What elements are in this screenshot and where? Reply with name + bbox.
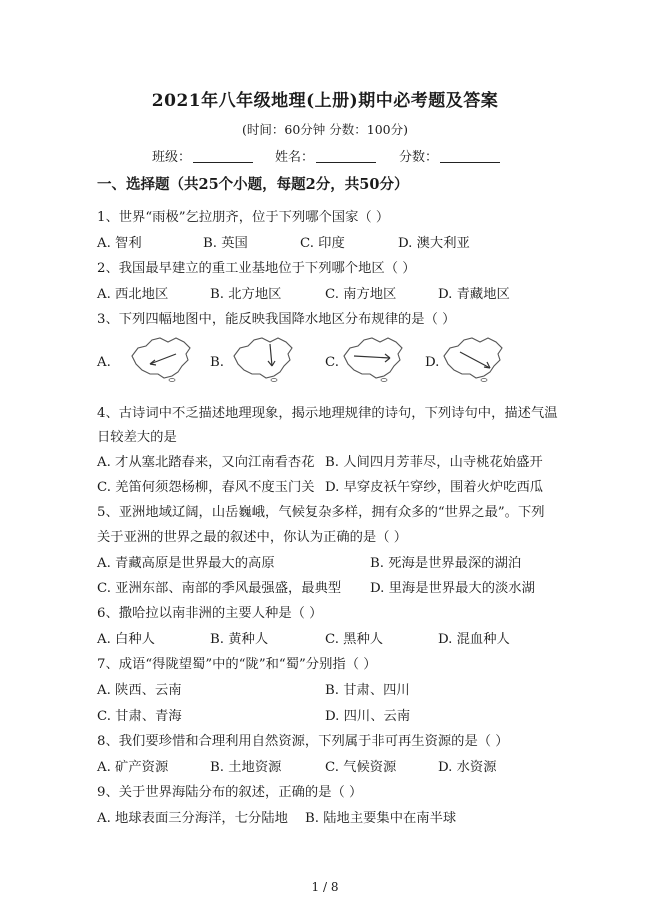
- question-stem: 4、古诗词中不乏描述地理现象，揭示地理规律的诗句，下列诗句中，描述气温: [97, 406, 558, 421]
- option-a: A. 陕西、云南: [97, 683, 182, 698]
- option-c: C. 气候资源: [325, 760, 397, 775]
- page-number: 1 / 8: [311, 880, 339, 894]
- question-stem: 5、亚洲地域辽阔，山岳巍峨，气候复杂多样，拥有众多的“世界之最”。下列: [97, 505, 545, 520]
- question-stem: 7、成语“得陇望蜀”中的“陇”和“蜀”分别指（ ）: [97, 657, 377, 672]
- question-stem: 6、撒哈拉以南非洲的主要人种是（ ）: [97, 606, 323, 621]
- china-map-icon: [230, 334, 296, 382]
- china-map-icon: [340, 334, 406, 382]
- option-b: B. 英国: [203, 236, 248, 251]
- option-b: B. 土地资源: [210, 760, 282, 775]
- china-map-icon: [440, 334, 506, 382]
- name-field: [275, 146, 376, 165]
- option-a: A. 才从塞北踏春来，又向江南看杏花: [97, 455, 315, 470]
- option-a: A. 地球表面三分海洋，七分陆地: [97, 811, 288, 826]
- score-blank: [440, 149, 500, 163]
- option-a: A. 矿产资源: [97, 760, 169, 775]
- class-label: 班级：: [152, 150, 192, 165]
- exam-time-score: (时间：60分钟 分数：100分): [242, 122, 408, 137]
- option-d: D.: [425, 355, 440, 370]
- option-a: A.: [97, 355, 111, 370]
- question-stem: 2、我国最早建立的重工业基地位于下列哪个地区（ ）: [97, 261, 416, 276]
- option-d: D. 水资源: [438, 760, 497, 775]
- question-stem: 9、关于世界海陆分布的叙述，正确的是（ ）: [97, 785, 363, 800]
- option-c: C. 南方地区: [325, 287, 397, 302]
- option-d: D. 青藏地区: [438, 287, 510, 302]
- score-field: [399, 146, 500, 165]
- option-b: B. 陆地主要集中在南半球: [305, 811, 457, 826]
- name-blank: [316, 149, 376, 163]
- option-c: C. 羌笛何须怨杨柳，春风不度玉门关: [97, 480, 315, 495]
- option-c: C. 甘肃、青海: [97, 709, 182, 724]
- name-label: 姓名：: [275, 150, 315, 165]
- option-d: D. 混血种人: [438, 632, 510, 647]
- option-d: D. 澳大利亚: [398, 236, 470, 251]
- question-stem: 8、我们要珍惜和合理利用自然资源，下列属于非可再生资源的是（ ）: [97, 734, 509, 749]
- option-a: A. 白种人: [97, 632, 155, 647]
- option-d: D. 四川、云南: [325, 709, 411, 724]
- option-b: B. 人间四月芳菲尽，山寺桃花始盛开: [325, 455, 543, 470]
- option-d: D. 里海是世界最大的淡水湖: [370, 581, 535, 596]
- option-b: B. 甘肃、四川: [325, 683, 410, 698]
- question-stem-continued: 日较差大的是: [97, 430, 177, 445]
- class-blank: [193, 149, 253, 163]
- option-c: C. 亚洲东部、南部的季风最强盛，最典型: [97, 581, 342, 596]
- option-b: B.: [210, 355, 224, 370]
- question-stem: 1、世界“雨极”乞拉朋齐，位于下列哪个国家（ ）: [97, 210, 390, 225]
- option-b: B. 死海是世界最深的湖泊: [370, 556, 522, 571]
- option-a: A. 青藏高原是世界最大的高原: [97, 556, 275, 571]
- page-title: 2021年八年级地理(上册)期中必考题及答案: [151, 91, 499, 111]
- class-field: [152, 146, 253, 165]
- option-c: C.: [325, 355, 339, 370]
- option-c: C. 黑种人: [325, 632, 384, 647]
- question-stem: 3、下列四幅地图中，能反映我国降水地区分布规律的是（ ）: [97, 312, 456, 327]
- option-a: A. 西北地区: [97, 287, 169, 302]
- option-c: C. 印度: [300, 236, 345, 251]
- section-heading: 一、选择题（共25个小题，每题2分，共50分）: [97, 176, 409, 193]
- question-stem-continued: 关于亚洲的世界之最的叙述中，你认为正确的是（ ）: [97, 530, 408, 545]
- option-d: D. 早穿皮袄午穿纱，围着火炉吃西瓜: [325, 480, 544, 495]
- score-label: 分数：: [399, 150, 439, 165]
- china-map-icon: [128, 334, 194, 382]
- option-b: B. 北方地区: [210, 287, 282, 302]
- option-a: A. 智利: [97, 236, 142, 251]
- option-b: B. 黄种人: [210, 632, 269, 647]
